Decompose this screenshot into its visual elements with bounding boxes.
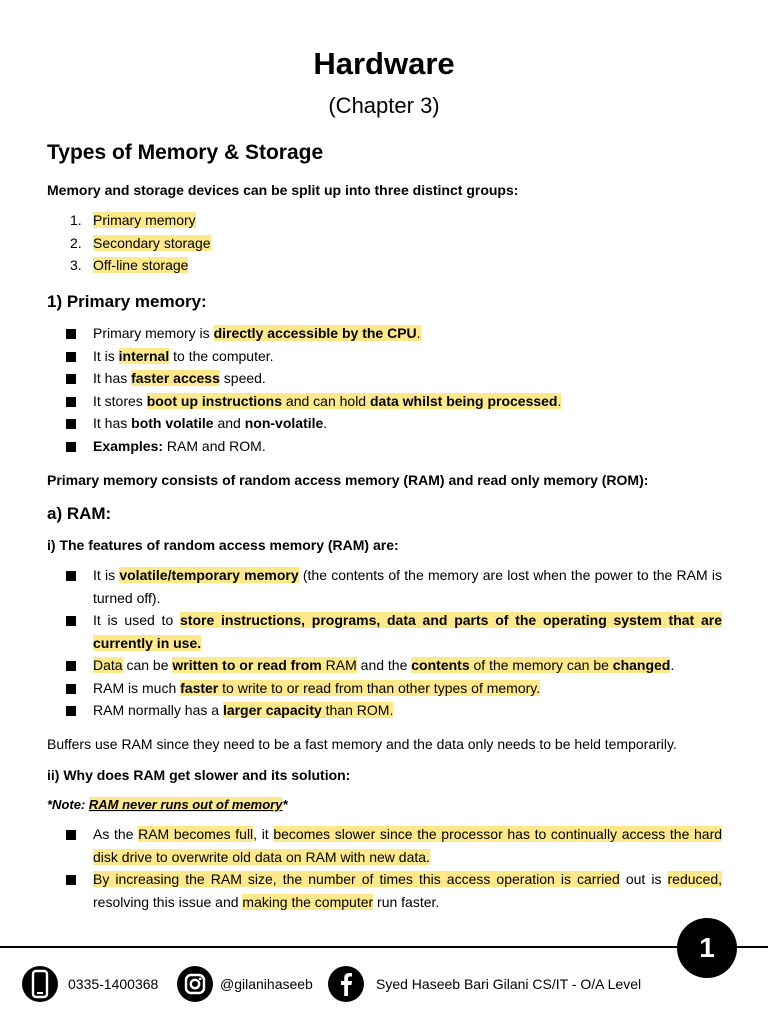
page-subtitle: (Chapter 3)	[328, 93, 440, 118]
list-item: 3. Off-line storage	[70, 257, 189, 273]
section-heading: Types of Memory & Storage	[47, 141, 324, 164]
list-item: RAM is much faster to write to or read from than other types of memory.	[66, 677, 722, 700]
ram-features	[66, 564, 722, 722]
list-item: It is volatile/temporary memory (the contents of the memory are lost when the power to the RAM is turned off).	[66, 564, 722, 609]
list-item: It is used to store instructions, programs, data and parts of the operating system that are currently in use.	[66, 609, 722, 654]
footer	[20, 966, 720, 1006]
note-text: *Note: RAM never runs out of memory*	[47, 797, 288, 812]
primary-bullets	[66, 322, 722, 457]
footer-divider	[0, 946, 768, 948]
list-item: Data can be written to or read from RAM and the contents of the memory can be changed.	[66, 654, 722, 677]
page-title: Hardware	[313, 46, 455, 81]
list-item: Examples: RAM and ROM.	[66, 435, 722, 458]
list-item: 2. Secondary storage	[70, 234, 211, 251]
list-item: It stores boot up instructions and can hold data whilst being processed.	[66, 390, 722, 413]
ram-features-heading: i) The features of random access memory (RAM) are:	[47, 537, 399, 553]
list-item: It has both volatile and non-volatile.	[66, 412, 722, 435]
primary-heading: 1) Primary memory:	[47, 292, 207, 311]
instagram-icon	[177, 966, 213, 1002]
ram-heading: a) RAM:	[47, 504, 112, 523]
ram-slow-bullets	[66, 823, 722, 913]
list-item: It has faster access speed.	[66, 367, 722, 390]
facebook-icon	[328, 966, 364, 1002]
footer-phone: 0335-1400368	[68, 976, 159, 992]
primary-consists: Primary memory consists of random access memory (RAM) and read only memory (ROM):	[47, 472, 649, 488]
phone-icon	[22, 966, 58, 1002]
list-item: By increasing the RAM size, the number of times this access operation is carried out is reduced, resolving this issue and making the computer run faster.	[66, 868, 722, 913]
footer-author: Syed Haseeb Bari Gilani CS/IT - O/A Level	[376, 976, 642, 992]
list-item: Primary memory is directly accessible by the CPU.	[66, 322, 722, 345]
list-item: As the RAM becomes full, it becomes slower since the processor has to continually access the hard disk drive to overwrite old data on RAM with new data.	[66, 823, 722, 868]
ram-slow-heading: ii) Why does RAM get slower and its solution:	[47, 767, 351, 783]
footer-instagram: @gilanihaseeb	[220, 976, 313, 992]
buffers-text: Buffers use RAM since they need to be a fast memory and the data only needs to be held temporarily.	[47, 736, 677, 752]
list-item: It is internal to the computer.	[66, 345, 722, 368]
page-number-badge: 1	[677, 918, 737, 978]
groups-list	[47, 209, 211, 277]
intro-text: Memory and storage devices can be split up into three distinct groups:	[47, 182, 519, 198]
list-item: RAM normally has a larger capacity than ROM.	[66, 699, 722, 722]
list-item: 1. Primary memory	[70, 212, 196, 228]
